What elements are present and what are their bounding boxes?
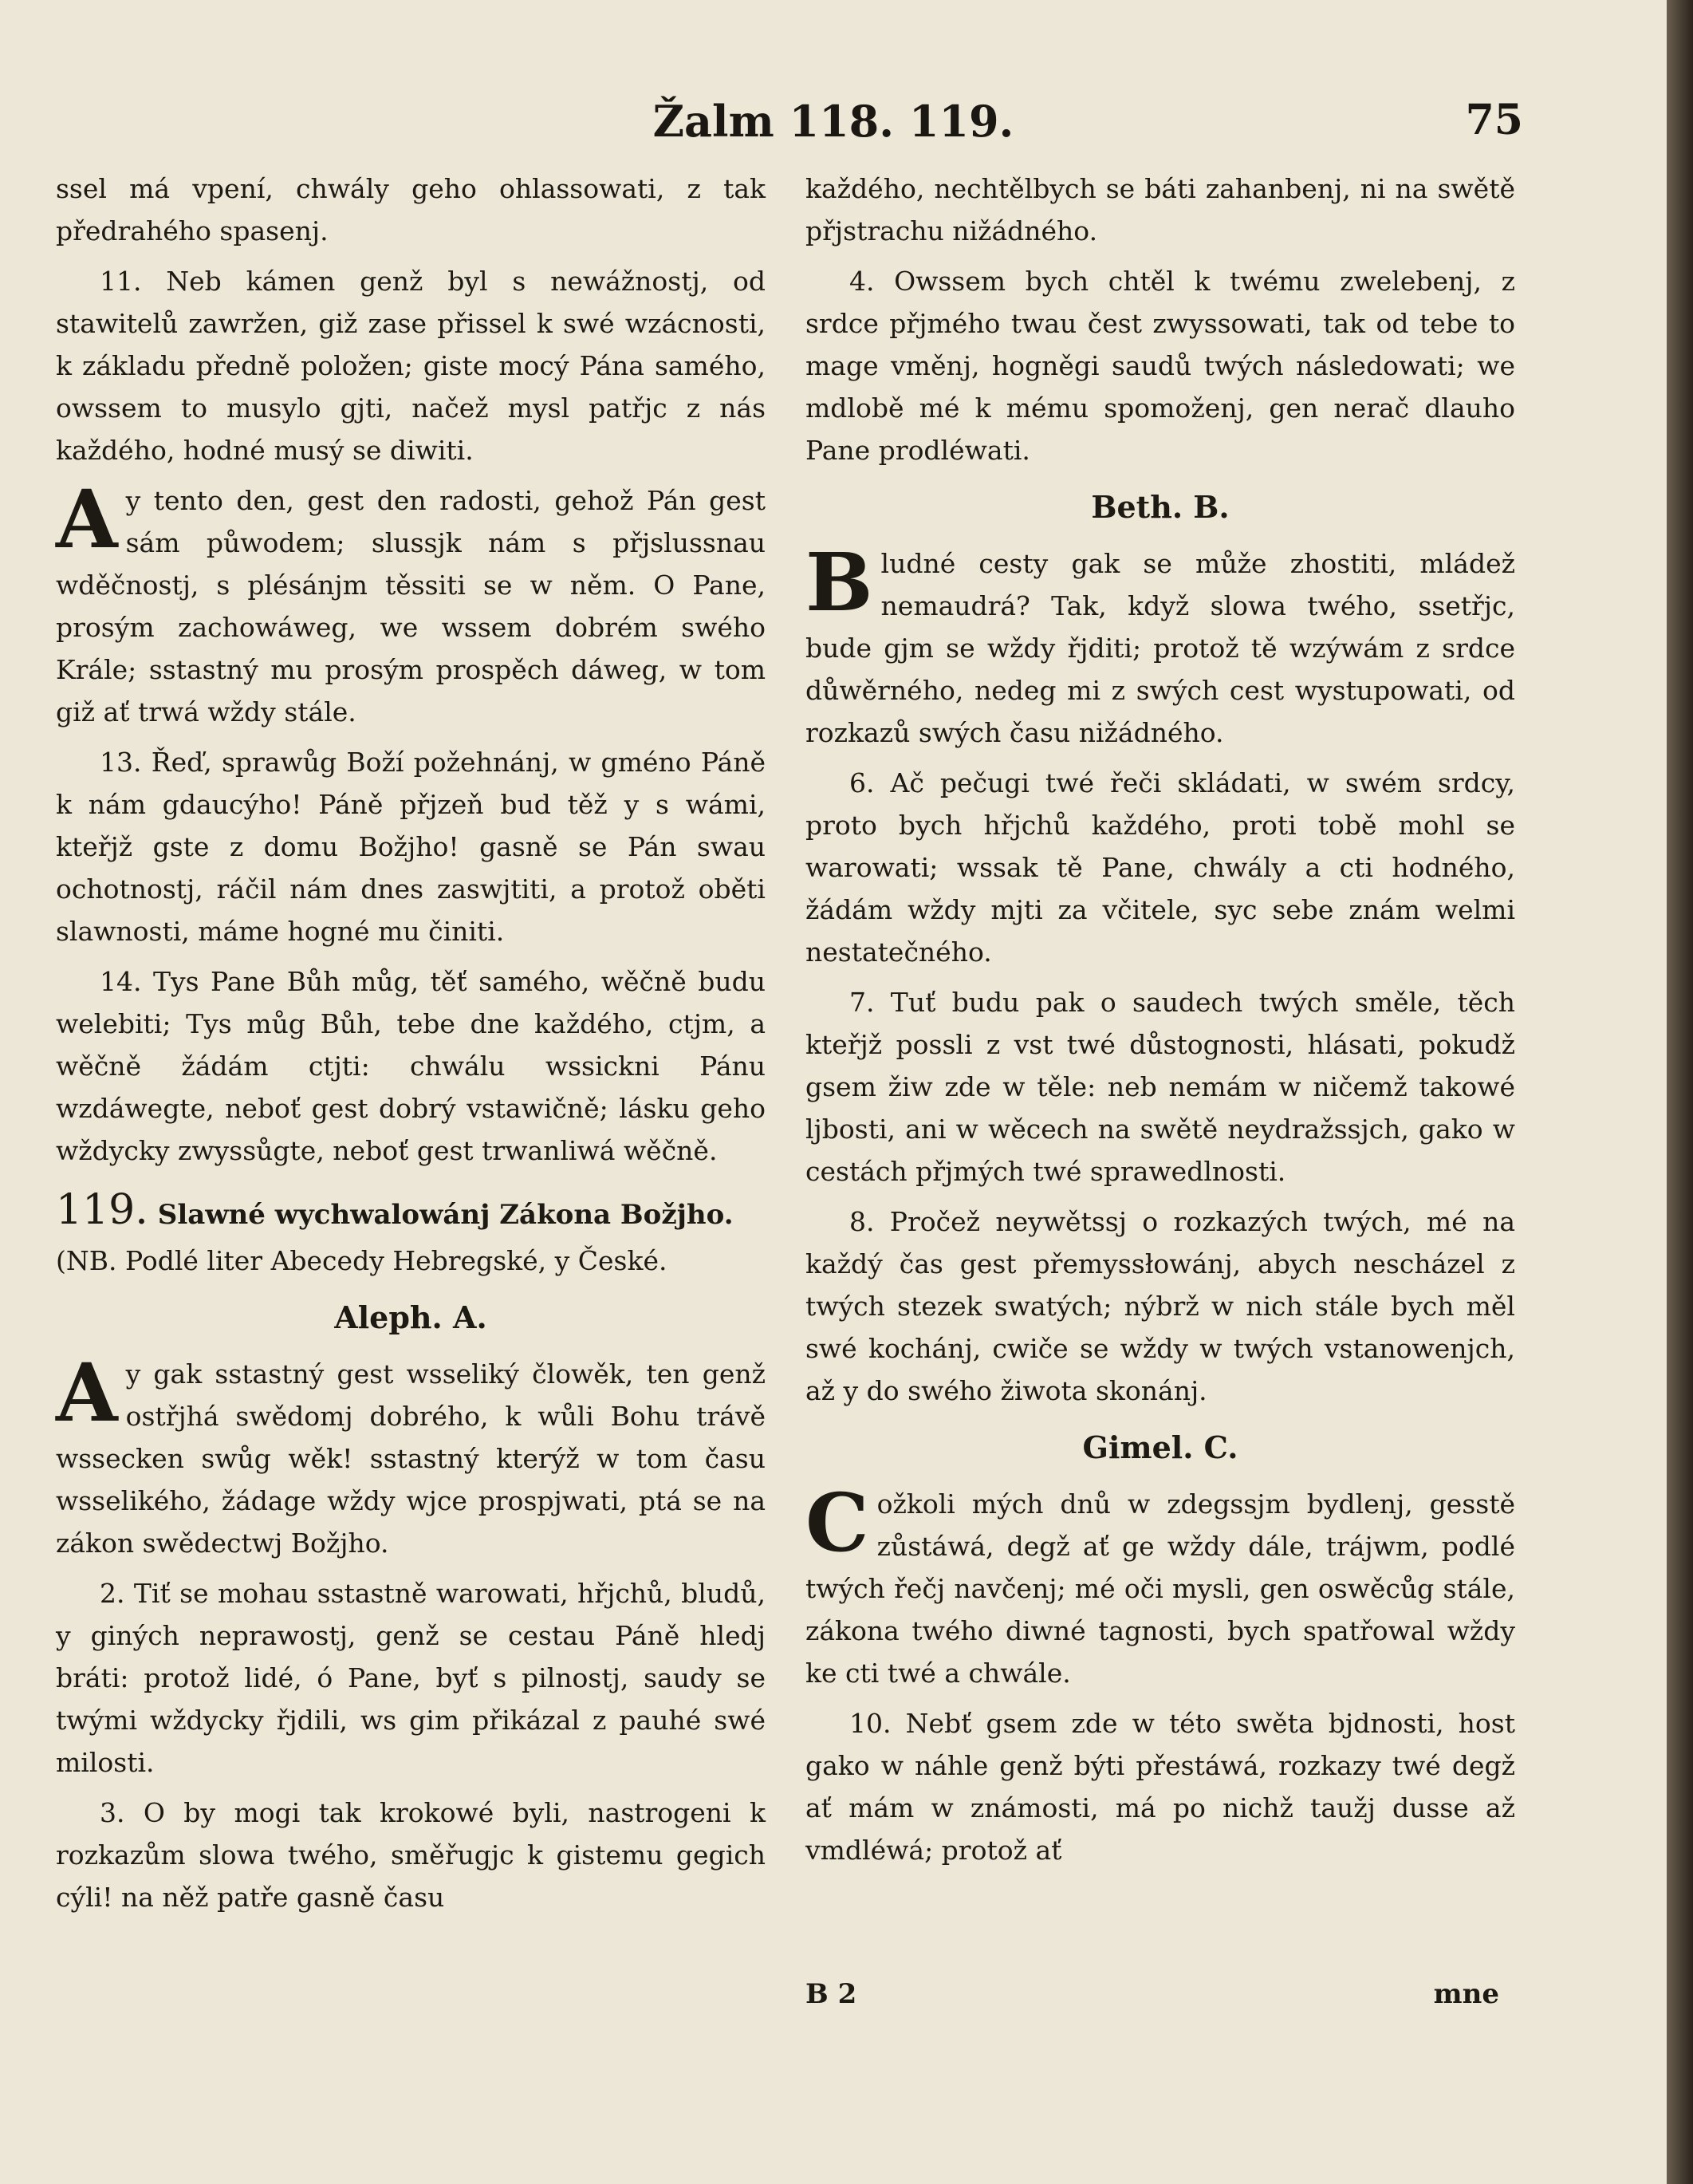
- verse-3: 3. O by mogi tak krokowé byli, nastrogeni k rozkazům slowa twého, směřugjc k gistemu gegich cýli! na něž patře gasně času: [56, 1797, 766, 1913]
- verse-text: y gak sstastný gest wsseliký člowěk, ten genž ostřjhá swědomj dobrého, k wůli Bohu trávě wssecken swůg wěk! sstastný kterýž w tom času wsselikého, žádage wždy wjce prospjwati, ptá se na zákon swědectwj Božjho.: [56, 1358, 766, 1559]
- verse-12: [56, 472, 766, 733]
- psalm-heading: [56, 1186, 766, 1236]
- verse-4: 4. Owssem bych chtěl k twému zwelebenj, z srdce přjmého twau čest zwyssowati, tak od tebe to mage vměnj, hogněgi saudů twých následowati; we mdlobě mé k mému spomoženj, gen nerač dlauho Pane prodléwati.: [805, 266, 1515, 466]
- paragraph: ssel má vpení, chwály geho ohlassowati, z tak předrahého spasenj.: [56, 173, 766, 246]
- page-edge: [1667, 0, 1693, 2184]
- section-title-beth: Beth. B.: [1091, 489, 1230, 525]
- left-column: [56, 168, 766, 1926]
- drop-cap: A: [56, 1346, 118, 1440]
- verse-2: 2. Tiť se mohau sstastně warowati, hřjchů, bludů, y giných neprawostj, genž se cestau Páně hledj bráti: protož lidé, ó Pane, byť s pilnostj, saudy se twými wždycky řjdili, ws gim přikázal z pauhé swé milosti.: [56, 1578, 766, 1778]
- verse-5: [805, 535, 1515, 754]
- psalm-number: 119.: [56, 1186, 148, 1234]
- verse-text: ludné cesty gak se může zhostiti, mládež nemaudrá? Tak, když slowa twého, ssetřjc, bude gjm se wždy řjditi; protož tě wzýwám z srdce důwěrného, nedeg mi z swých cest wystupowati, od rozkazů swých času nižádného.: [805, 548, 1515, 748]
- drop-cap: B: [805, 535, 873, 629]
- verse-8: 8. Pročež neywětssj o rozkazých twých, mé na každý čas gest přemyssłowánj, abych nescházel z twých stezek swatých; nýbrž w nich stále bych měl swé kochánj, cwiče se wždy w twých vstanowenjch, až y do swého žiwota skonánj.: [805, 1206, 1515, 1406]
- catchword: mne: [1433, 1978, 1499, 2010]
- drop-cap: A: [56, 472, 118, 566]
- verse-13: 13. Řeď, sprawůg Boží požehnánj, w gméno Páně k nám gdaucýho! Páně přjzeň bud těž y s wámi, kteřjž gste z domu Božjho! gasně se Pán swau ochotnostj, ráčil nám dnes zaswjtiti, a protož oběti slawnosti, máme hogné mu činiti.: [56, 747, 766, 947]
- psalm-note: (NB. Podlé liter Abecedy Hebregské, y České.: [56, 1245, 667, 1276]
- signature-mark: B 2: [805, 1978, 857, 2010]
- page-header: [0, 96, 1667, 160]
- verse-9: [805, 1476, 1515, 1694]
- verse-6: 6. Ač pečugi twé řeči skládati, w swém srdcy, proto bych hřjchů každého, proti tobě mohl se warowati; wssak tě Pane, chwály a cti hodného, žádám wždy mjti za včitele, syc sebe znám welmi nestatečného.: [805, 767, 1515, 968]
- verse-11: 11. Neb kámen genž byl s newážnostj, od stawitelů zawržen, giž zase přissel k swé wzácnosti, k základu předně položen; giste mocý Pána samého, owssem to musylo gjti, načež mysl patřjc z nás každého, hodné musý se diwiti.: [56, 266, 766, 466]
- verse-1: [56, 1346, 766, 1564]
- drop-cap: C: [805, 1476, 869, 1570]
- section-title-gimel: Gimel. C.: [1082, 1429, 1238, 1465]
- verse-14: 14. Tys Pane Bůh můg, těť samého, wěčně budu welebiti; Tys můg Bůh, tebe dne každého, ctjm, a wěčně žádám ctjti: chwálu wssickni Pánu wzdáwegte, neboť gest dobrý vstawičně; lásku geho wždycky zwyssůgte, neboť gest trwanliwá wěčně.: [56, 966, 766, 1166]
- paragraph: každého, nechtělbych se báti zahanbenj, ni na swětě přjstrachu nižádného.: [805, 173, 1515, 246]
- verse-text: ožkoli mých dnů w zdegssjm bydlenj, gesstě zůstáwá, degž ať ge wždy dále, trájwm, podlé twých řečj navčenj; mé oči mysli, gen oswěcůg stále, zákona twého diwné tagnosti, bych spatřowal wždy ke cti twé a chwále.: [805, 1488, 1515, 1689]
- verse-7: 7. Tuť budu pak o saudech twých směle, těch kteřjž possli z vst twé důstognosti, hlásati, pokudž gsem žiw zde w těle: neb nemám w ničemž takowé ljbosti, ani w wěcech na swětě neydražssjch, gako w cestách přjmých twé sprawedlnosti.: [805, 987, 1515, 1187]
- verse-text: y tento den, gest den radosti, gehož Pán gest sám půwodem; slussjk nám s přjslussnau wděčnostj, s plésánjm těssiti se w něm. O Pane, prosým zachowáweg, we wssem dobrém swého Krále; sstastný mu prosým prospěch dáweg, w tom giž ať trwá wždy stále.: [56, 485, 766, 727]
- section-title-aleph: Aleph. A.: [334, 1299, 487, 1335]
- verse-10: 10. Nebť gsem zde w této swěta bjdnosti, host gako w náhle genž býti přestáwá, rozkazy twé degž ať mám w známosti, má po nichž taužj dusse až vmdléwá; protož ať: [805, 1708, 1515, 1866]
- page-footer: [805, 1978, 1515, 2018]
- running-title: Žalm 118. 119.: [652, 96, 1014, 147]
- psalm-title: Slawné wychwalowánj Zákona Božjho.: [157, 1199, 734, 1231]
- page-number: 75: [1465, 96, 1523, 144]
- right-column: [805, 168, 1515, 1879]
